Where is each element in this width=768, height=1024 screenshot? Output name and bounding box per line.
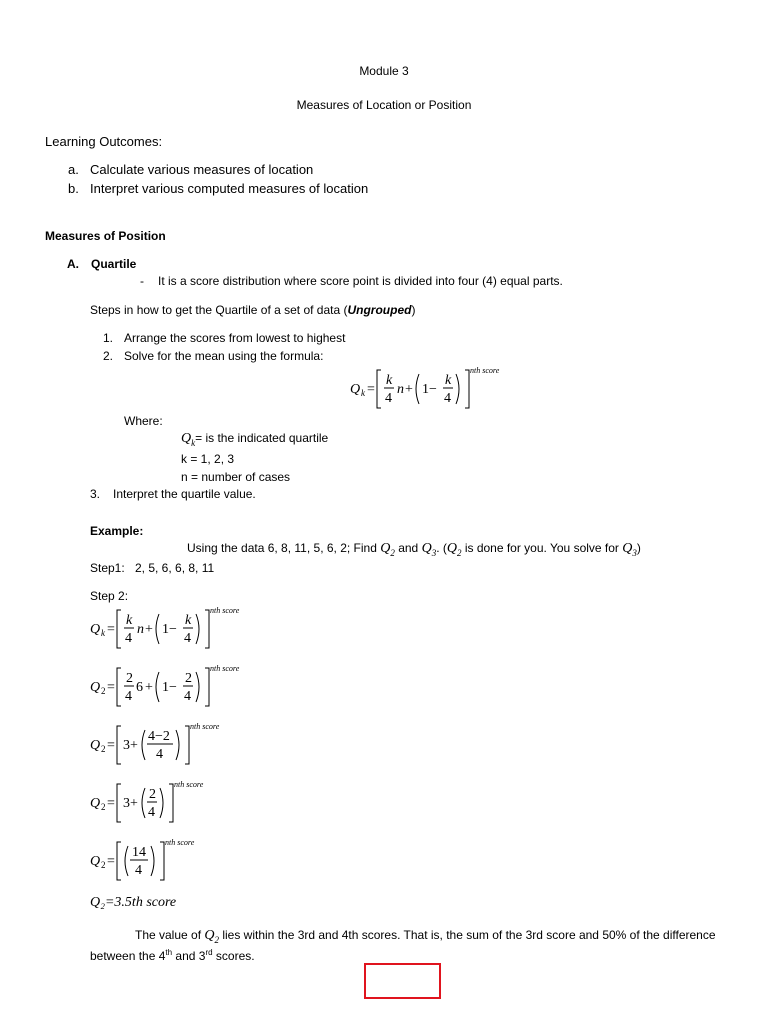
svg-text:k: k [101, 628, 105, 638]
svg-text:nth score: nth score [470, 366, 500, 375]
example-instruction: Using the data 6, 8, 11, 5, 6, 2; Find $Q_2$ and $Q_3$. ($Q_2$ is done for you. You solve for $Q_3$) [187, 541, 641, 558]
quartile-label: A. [67, 257, 79, 271]
svg-text:+: + [145, 680, 153, 695]
svg-text:Q: Q [90, 622, 101, 637]
svg-text:k: k [361, 388, 365, 398]
measures-heading: Measures of Position [45, 229, 166, 243]
svg-text:4: 4 [135, 863, 142, 878]
svg-text:2: 2 [101, 686, 106, 696]
svg-text:2: 2 [185, 671, 192, 686]
formula-q2-step4 [90, 778, 220, 826]
answer-box[interactable] [364, 963, 441, 999]
step-3-num: 3. [90, 487, 101, 501]
svg-text:=: = [107, 738, 115, 753]
svg-text:nth score: nth score [190, 722, 220, 731]
svg-text:=: = [107, 622, 115, 637]
svg-text:Q: Q [90, 854, 101, 869]
svg-text:4: 4 [184, 631, 191, 646]
result-q2: Q₂=3.5th score [90, 895, 177, 910]
outcome-b-letter: b. [68, 181, 79, 196]
svg-text:k: k [185, 613, 192, 628]
svg-text:14: 14 [132, 845, 146, 860]
svg-text:4: 4 [125, 631, 132, 646]
formula-q2-step5 [90, 836, 210, 884]
svg-text:2: 2 [101, 744, 106, 754]
svg-text:1−: 1− [162, 680, 177, 695]
where-n: n = number of cases [181, 470, 291, 484]
svg-text:k: k [386, 373, 393, 388]
svg-text:n: n [397, 382, 404, 397]
example-heading: Example: [90, 524, 144, 538]
module-title: Module 3 [359, 64, 409, 78]
svg-text:nth score: nth score [174, 780, 204, 789]
quartile-definition: It is a score distribution where score point is divided into four (4) equal parts. [158, 274, 563, 288]
svg-text:6: 6 [136, 680, 143, 695]
svg-text:3+: 3+ [123, 796, 138, 811]
step-3-text: Interpret the quartile value. [113, 487, 256, 501]
svg-text:4−2: 4−2 [148, 729, 170, 744]
svg-text:+: + [145, 622, 153, 637]
step-1-num: 1. [103, 331, 114, 345]
step-1-text: Arrange the scores from lowest to highest [124, 331, 346, 345]
svg-text:nth score: nth score [210, 606, 240, 615]
svg-text:3+: 3+ [123, 738, 138, 753]
svg-text:4: 4 [125, 689, 132, 704]
svg-text:=: = [367, 382, 375, 397]
interpretation-line-1: The value of $Q_2$ lies within the 3rd and 4th scores. That is, the sum of the 3rd score and 50% of the difference [135, 928, 716, 945]
formula-q2-sub [90, 662, 240, 710]
quartile-name: Quartile [91, 257, 137, 271]
outcome-b-text: Interpret various computed measures of location [90, 181, 369, 196]
svg-text:1−: 1− [422, 382, 437, 397]
step1-label: Step1: [90, 561, 125, 575]
step2-label: Step 2: [90, 589, 129, 603]
step1-values: 2, 5, 6, 6, 8, 11 [135, 561, 215, 575]
svg-text:4: 4 [385, 391, 392, 406]
svg-text:4: 4 [148, 805, 155, 820]
svg-text:=: = [107, 796, 115, 811]
outcome-a-letter: a. [68, 162, 79, 177]
svg-text:=: = [107, 680, 115, 695]
definition-dash: - [140, 274, 144, 288]
svg-text:nth score: nth score [165, 838, 195, 847]
svg-text:Q: Q [90, 796, 101, 811]
formula-q2-step3 [90, 720, 230, 768]
svg-text:Q: Q [350, 382, 361, 397]
quartile-formula [350, 364, 500, 412]
svg-text:nth score: nth score [210, 664, 240, 673]
interpretation-line-2: between the 4th and 3rd scores. [90, 948, 255, 963]
svg-text:n: n [137, 622, 144, 637]
step-2-text: Solve for the mean using the formula: [124, 349, 324, 363]
svg-text:2: 2 [101, 860, 106, 870]
svg-text:2: 2 [149, 787, 156, 802]
svg-text:2: 2 [126, 671, 133, 686]
outcome-a-text: Calculate various measures of location [90, 162, 314, 177]
svg-text:4: 4 [444, 391, 451, 406]
learning-outcomes-heading: Learning Outcomes: [45, 134, 163, 149]
svg-text:+: + [405, 382, 413, 397]
step-2-num: 2. [103, 349, 114, 363]
svg-text:Q: Q [90, 738, 101, 753]
svg-text:Q: Q [90, 680, 101, 695]
svg-text:k: k [126, 613, 133, 628]
svg-text:2: 2 [101, 802, 106, 812]
where-k: k = 1, 2, 3 [181, 452, 235, 466]
svg-text:1−: 1− [162, 622, 177, 637]
svg-text:4: 4 [184, 689, 191, 704]
where-label: Where: [124, 414, 163, 428]
where-qk: $Q_k=$ is the indicated quartile [181, 431, 329, 448]
svg-text:4: 4 [156, 747, 163, 762]
svg-text:=: = [107, 854, 115, 869]
section-title: Measures of Location or Position [296, 98, 472, 112]
formula-general [90, 604, 240, 652]
svg-text:k: k [445, 373, 452, 388]
steps-intro: Steps in how to get the Quartile of a set of data (Ungrouped) [90, 303, 416, 317]
